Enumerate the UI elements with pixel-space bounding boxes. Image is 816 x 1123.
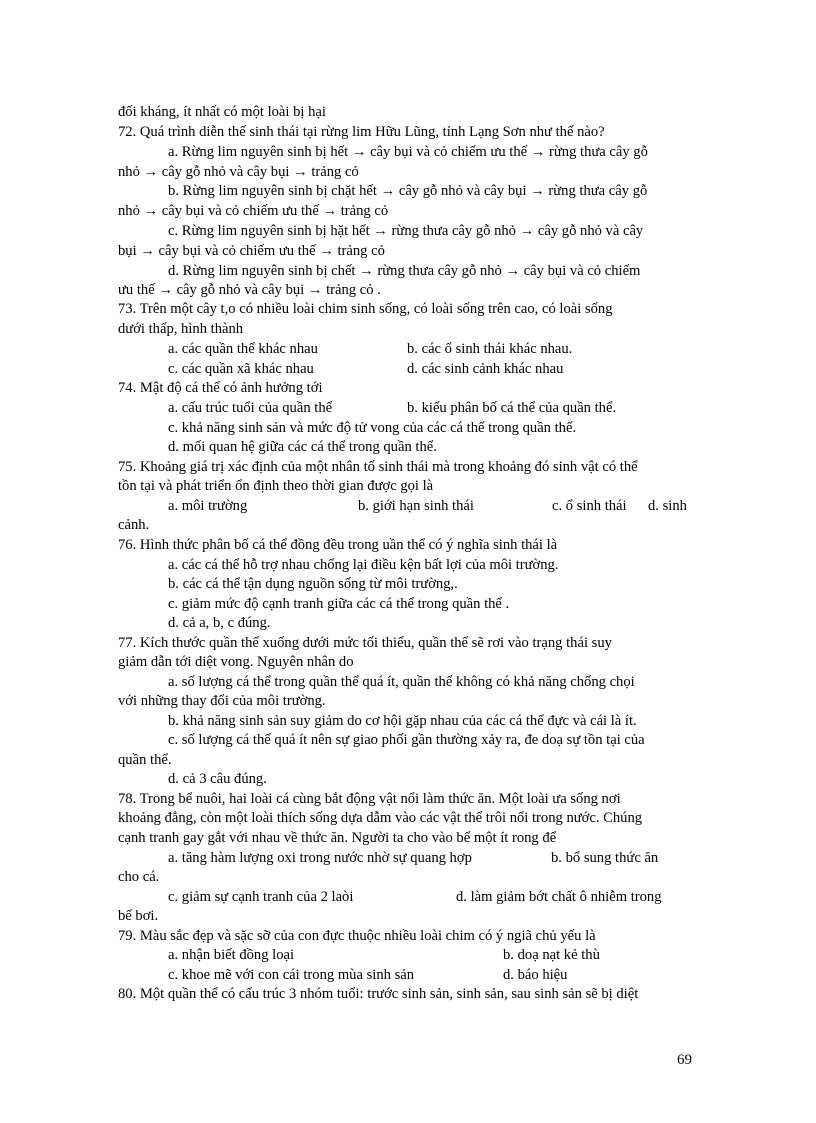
q77-option-a: a. số lượng cá thể trong quần thể quá ít, quần thể không có khả năng chống chọi [168, 674, 635, 690]
q76-option-d: d. cả a, b, c đúng. [168, 615, 271, 631]
q78-option-d: d. làm giảm bớt chất ô nhiễm trong [456, 889, 662, 905]
question-77-stem-cont: giảm dẫn tới diệt vong. Nguyên nhân do [118, 654, 354, 670]
q78-option-a: a. tăng hàm lượng oxi trong nước nhờ sự quang hợp [168, 850, 472, 866]
q72-option-d: d. Rừng lim nguyên sinh bị chết → rừng thưa cây gỗ nhỏ → cây bụi và cỏ chiếm [168, 263, 641, 279]
q73-option-b: b. các ổ sinh thái khác nhau. [407, 341, 573, 357]
q79-option-d: d. báo hiệu [503, 967, 568, 983]
q78-option-b: b. bổ sung thức ăn [551, 850, 659, 866]
q78-option-b-cont: cho cá. [118, 869, 160, 885]
q79-option-a: a. nhận biết đồng loại [168, 947, 295, 963]
question-73-stem: 73. Trên một cây t,o có nhiều loài chim sinh sống, có loài sống trên cao, có loài sống [118, 301, 613, 317]
q77-option-d: d. cả 3 câu đúng. [168, 771, 267, 787]
q74-option-b: b. kiểu phân bố cá thể của quần thể. [407, 400, 617, 416]
q72-option-b: b. Rừng lim nguyên sinh bị chặt hết → cây gỗ nhỏ và cây bụi → rừng thưa cây gỗ [168, 183, 648, 199]
q77-option-a-cont: với những thay đổi của môi trường. [118, 693, 326, 709]
question-75-stem: 75. Khoảng giá trị xác định của một nhân tố sinh thái mà trong khoảng đó sinh vật có thể [118, 459, 638, 475]
q73-option-c: c. các quần xã khác nhau [168, 361, 314, 377]
q78-option-c: c. giảm sự cạnh tranh của 2 laòi [168, 889, 354, 905]
question-79-stem: 79. Màu sắc đẹp và sặc sỡ của con đực thuộc nhiều loài chim có ý ngiã chủ yếu là [118, 928, 596, 944]
continuation-line: đối kháng, ít nhất có một loài bị hại [118, 104, 326, 120]
question-76-stem: 76. Hình thức phân bố cá thể đồng đều trong uần thể có ý nghĩa sinh thái là [118, 537, 558, 553]
q74-option-c: c. khả năng sinh sản và mức độ tử vong của các cá thể trong quần thể. [168, 420, 577, 436]
q72-option-d-cont: ưu thế → cây gỗ nhỏ và cây bụi → trảng cỏ . [118, 282, 381, 298]
question-78-stem-cont-2: cạnh tranh gay gắt với nhau về thức ăn. Người ta cho vào bể một ít rong để [118, 830, 557, 846]
question-73-stem-cont: dưới thấp, hình thành [118, 321, 244, 337]
q72-option-b-cont: nhỏ → cây bụi và cỏ chiếm ưu thế → trảng cỏ [118, 203, 389, 219]
q76-option-c: c. giảm mức độ cạnh tranh giữa các cá thể trong quần thể . [168, 596, 510, 612]
q75-option-a: a. môi trường [168, 498, 248, 514]
q76-option-a: a. các cá thể hỗ trợ nhau chống lại điều kện bất lợi của môi trường. [168, 557, 559, 573]
question-78-stem-cont-1: khoảng đẳng, còn một loài thích sống dựa dẫm vào các vật thể trôi nổi trong nước. Chúng [118, 810, 643, 826]
q75-option-c: c. ổ sinh thái [552, 498, 627, 514]
q72-option-a: a. Rừng lim nguyên sinh bị hết → cây bụi và cỏ chiếm ưu thế → rừng thưa cây gỗ [168, 144, 648, 160]
q74-option-a: a. cấu trúc tuổi của quần thể [168, 400, 333, 416]
q73-option-a: a. các quần thể khác nhau [168, 341, 318, 357]
q73-option-d: d. các sinh cảnh khác nhau [407, 361, 564, 377]
q77-option-c: c. số lượng cá thể quá ít nên sự giao phối gần thường xảy ra, đe doạ sự tồn tại của [168, 732, 645, 748]
q79-option-b: b. doạ nạt kẻ thù [503, 947, 600, 963]
q77-option-b: b. khả năng sinh sản suy giảm do cơ hội gặp nhau của các cá thể đực và cái là ít. [168, 713, 637, 729]
q76-option-b: b. các cá thể tận dụng nguồn sống từ môi trường,. [168, 576, 458, 592]
question-78-stem: 78. Trong bể nuôi, hai loài cá cùng bắt động vật nổi làm thức ăn. Một loài ưa sống nơi [118, 791, 621, 807]
question-77-stem: 77. Kích thước quần thể xuống dưới mức tối thiểu, quần thể sẽ rơi vào trạng thái suy [118, 635, 612, 651]
question-72-stem: 72. Quá trình diễn thế sinh thái tại rừng lim Hữu Lũng, tỉnh Lạng Sơn như thế nào? [118, 124, 605, 140]
q72-option-c: c. Rừng lim nguyên sinh bị hặt hết → rừng thưa cây gỗ nhỏ → cây gỗ nhỏ và cây [168, 223, 644, 239]
q74-option-d: d. mối quan hệ giữa các cá thể trong quần thể. [168, 439, 437, 455]
page-number: 69 [677, 1052, 692, 1068]
q72-option-c-cont: bụi → cây bụi và cỏ chiếm ưu thế → trảng cỏ [118, 243, 385, 259]
q75-option-b: b. giới hạn sinh thái [358, 498, 474, 514]
q79-option-c: c. khoe mẽ với con cái trong mùa sinh sản [168, 967, 415, 983]
q78-option-d-cont: bể bơi. [118, 908, 159, 924]
q75-option-d: d. sinh [648, 498, 687, 514]
q77-option-c-cont: quần thể. [118, 752, 172, 768]
question-75-stem-cont: tồn tại và phát triển ổn định theo thời gian được gọi là [118, 478, 434, 494]
question-74-stem: 74. Mật độ cá thể có ảnh hưởng tới [118, 380, 323, 396]
q72-option-a-cont: nhỏ → cây gỗ nhỏ và cây bụi → trảng cỏ [118, 164, 359, 180]
q75-option-d-cont: cảnh. [118, 517, 150, 533]
question-80-stem: 80. Một quần thể có cấu trúc 3 nhóm tuổi: trước sinh sản, sinh sản, sau sinh sản sẽ bị diệt [118, 986, 639, 1002]
